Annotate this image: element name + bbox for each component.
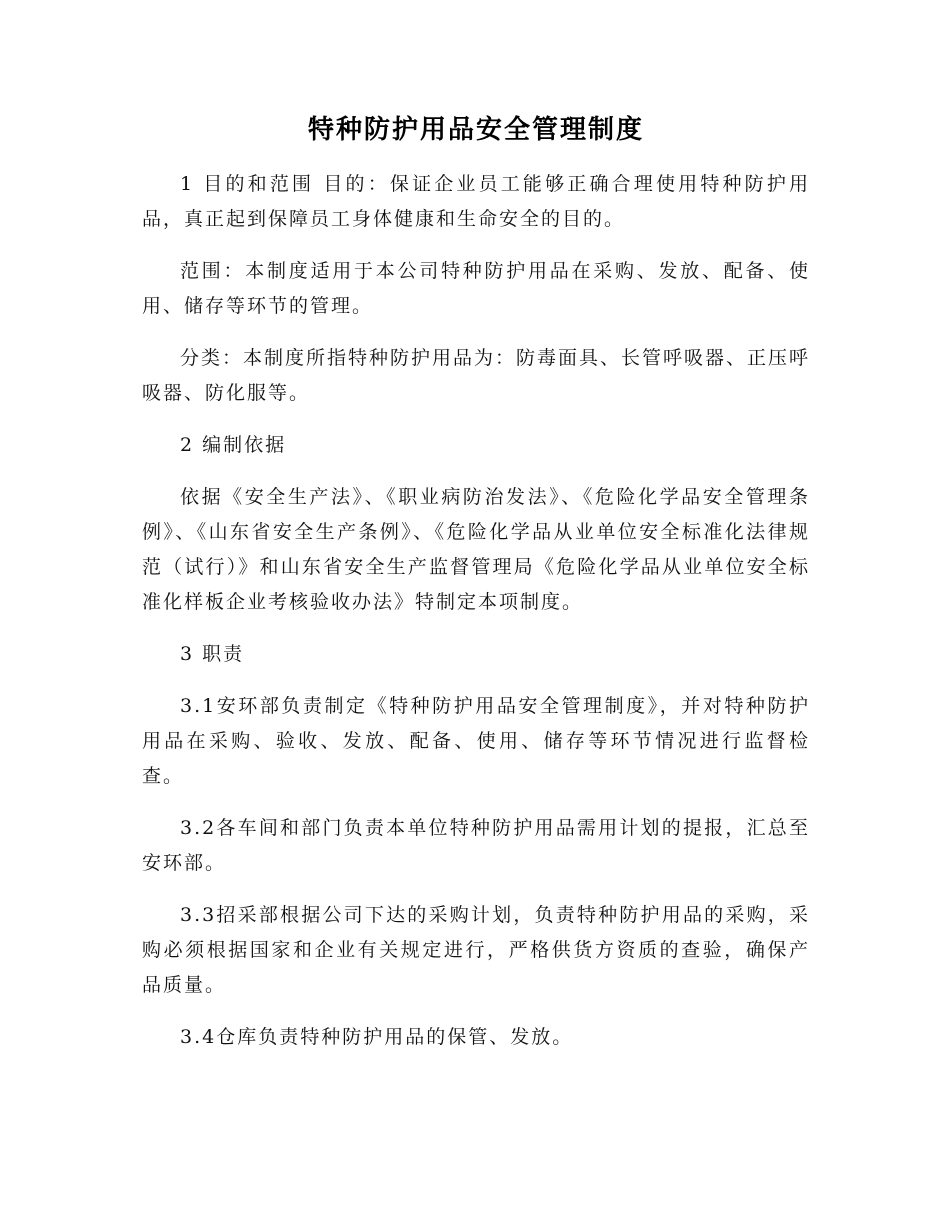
section-heading-basis: 2 编制依据	[180, 434, 287, 456]
section-heading-duties: 3 职责	[180, 643, 245, 665]
paragraph-classification: 分类：本制度所指特种防护用品为：防毒面具、长管呼吸器、正压呼吸器、防化服等。	[142, 347, 811, 404]
paragraph-basis: 依据《安全生产法》、《职业病防治发法》、《危险化学品安全管理条例》、《山东省安全生产条例》、《危险化学品从业单位安全标准化法律规范（试行）》和山东省安全生产监督管理局《危险化学品从业单位安全标准化样板企业考核验收办法》特制定本项制度。	[142, 486, 810, 613]
paragraph-purpose-scope: 1 目的和范围 目的：保证企业员工能够正确合理使用特种防护用品，真正起到保障员工身体健康和生命安全的目的。	[142, 173, 810, 230]
document-title: 特种防护用品安全管理制度	[307, 115, 644, 145]
paragraph-duty-3-1: 3.1安环部负责制定《特种防护用品安全管理制度》，并对特种防护用品在采购、验收、发放、配备、使用、储存等环节情况进行监督检查。	[142, 695, 810, 787]
paragraph-scope: 范围：本制度适用于本公司特种防护用品在采购、发放、配备、使用、储存等环节的管理。	[142, 260, 810, 317]
paragraph-duty-3-4: 3.4仓库负责特种防护用品的保管、发放。	[180, 1026, 574, 1048]
paragraph-duty-3-2: 3.2各车间和部门负责本单位特种防护用品需用计划的提报，汇总至安环部。	[142, 817, 810, 874]
paragraph-duty-3-3: 3.3招采部根据公司下达的采购计划，负责特种防护用品的采购，采购必须根据国家和企业有关规定进行，严格供货方资质的查验，确保产品质量。	[142, 904, 810, 996]
